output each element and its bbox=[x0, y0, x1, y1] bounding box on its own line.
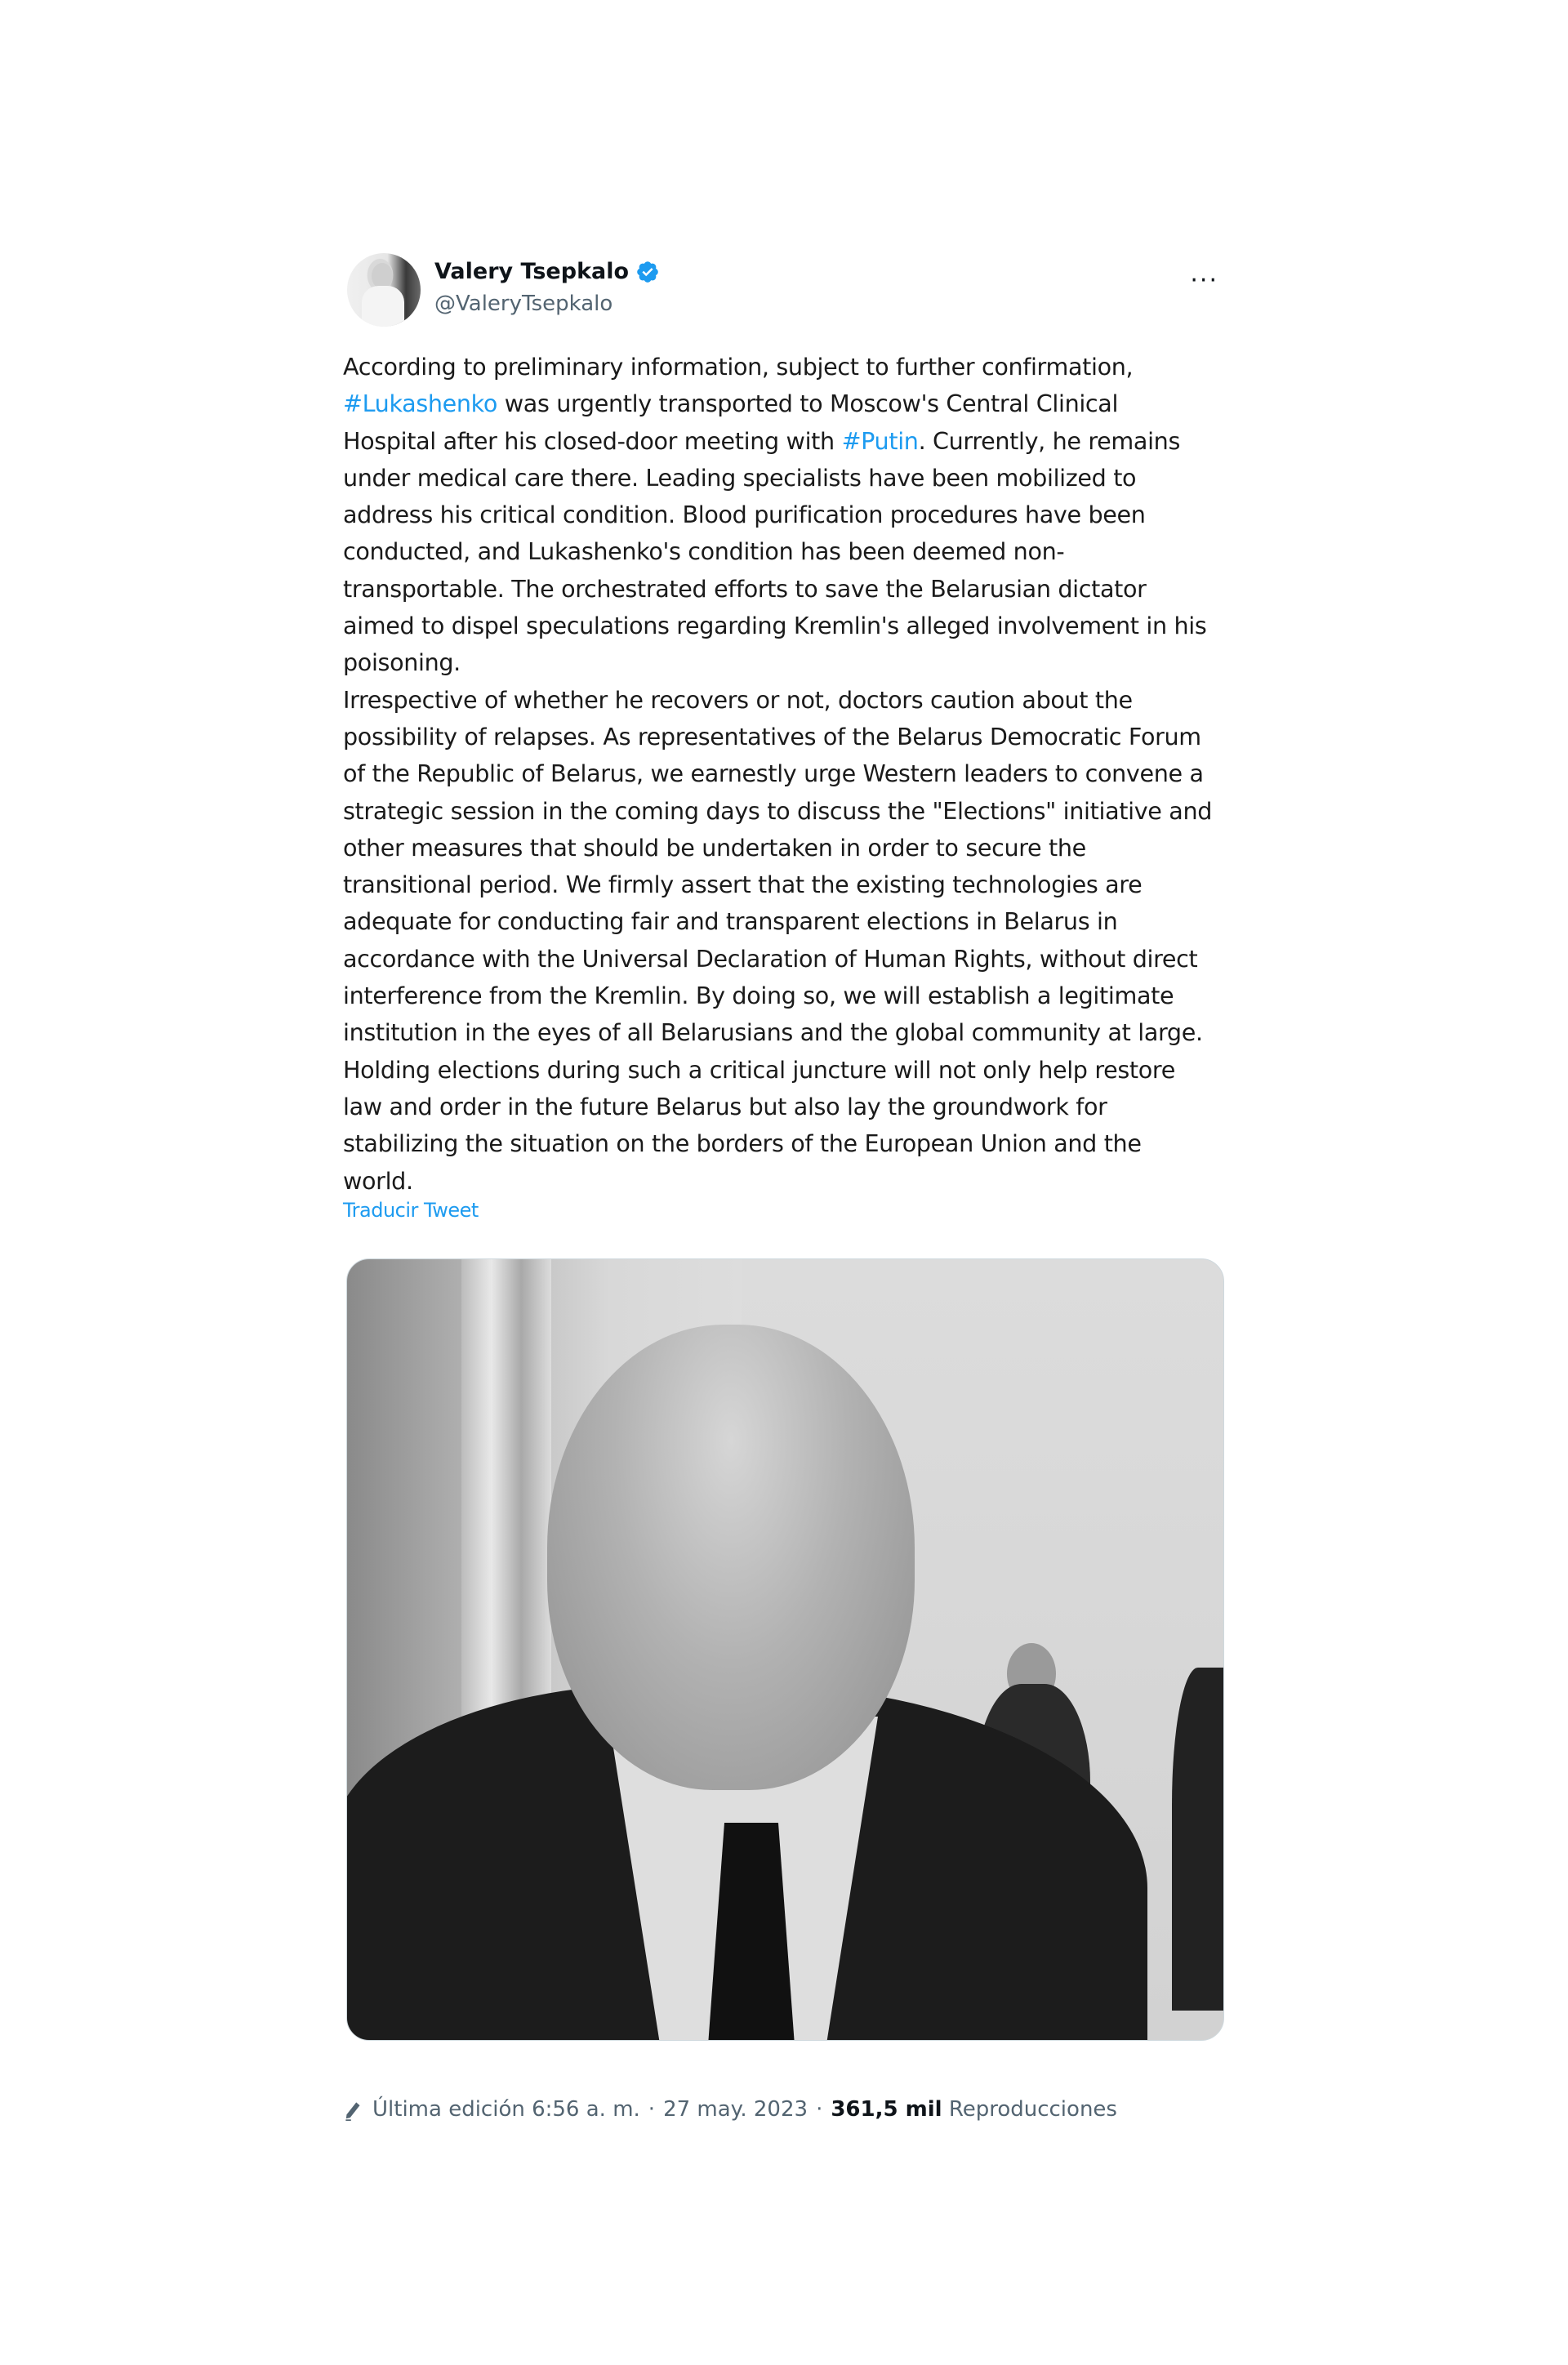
tweet-text-segment: aimed to dispel speculations regarding Kremlin's alleged involvement in his bbox=[343, 612, 1207, 640]
views-label: Reproducciones bbox=[948, 2097, 1117, 2122]
tweet-text-segment: interference from the Kremlin. By doing so, we will establish a legitimate bbox=[343, 982, 1174, 1010]
separator: · bbox=[648, 2097, 656, 2122]
tweet-text-line bbox=[343, 608, 1225, 644]
tweet-text-line bbox=[343, 423, 1225, 460]
tweet-text-line bbox=[343, 830, 1225, 866]
verified-badge-icon bbox=[635, 260, 660, 284]
translate-tweet-link[interactable]: Traducir Tweet bbox=[343, 1199, 479, 1222]
tweet-text-line bbox=[343, 903, 1225, 940]
tweet-text-line bbox=[343, 533, 1225, 570]
tweet-text-line bbox=[343, 497, 1225, 533]
tweet-text-line bbox=[343, 385, 1225, 422]
tweet-text-line bbox=[343, 349, 1225, 385]
tweet-text-line bbox=[343, 866, 1225, 903]
tweet-text-line bbox=[343, 1163, 1225, 1200]
tweet-text-line bbox=[343, 571, 1225, 608]
author-handle[interactable]: @ValeryTsepkalo bbox=[434, 292, 613, 316]
avatar-body-shape bbox=[362, 286, 404, 327]
tweet-text-segment: . Currently, he remains bbox=[918, 426, 1180, 455]
author-display-name[interactable]: Valery Tsepkalo bbox=[434, 259, 630, 284]
avatar[interactable] bbox=[347, 253, 421, 327]
edit-pencil-icon bbox=[343, 2097, 364, 2122]
tweet-text-segment: stabilizing the situation on the borders of the European Union and the bbox=[343, 1129, 1142, 1158]
tweet-text-segment: accordance with the Universal Declaration of Human Rights, without direct bbox=[343, 944, 1198, 973]
tweet-text-segment: transitional period. We firmly assert that the existing technologies are bbox=[343, 871, 1143, 899]
tweet-text-line bbox=[343, 978, 1225, 1014]
more-options-icon[interactable]: ··· bbox=[1190, 266, 1218, 295]
tweet-text-segment: conducted, and Lukashenko's condition has been deemed non- bbox=[343, 537, 1065, 566]
tweet-text-segment: possibility of relapses. As representatives of the Belarus Democratic Forum bbox=[343, 722, 1201, 750]
tweet-text-segment: address his critical condition. Blood purification procedures have been bbox=[343, 501, 1146, 529]
separator: · bbox=[816, 2097, 823, 2122]
tweet-text-segment: of the Republic of Belarus, we earnestly urge Western leaders to convene a bbox=[343, 759, 1204, 788]
tweet-text bbox=[343, 349, 1225, 1200]
tweet-text-line bbox=[343, 941, 1225, 978]
tweet-date[interactable]: 27 may. 2023 bbox=[663, 2097, 808, 2122]
tweet-text-line bbox=[343, 1014, 1225, 1051]
tweet-text-line bbox=[343, 644, 1225, 681]
tweet-text-segment: law and order in the future Belarus but also lay the groundwork for bbox=[343, 1092, 1107, 1120]
tweet-text-segment: under medical care there. Leading specialists have been mobilized to bbox=[343, 463, 1137, 492]
tweet-text-line bbox=[343, 460, 1225, 497]
tweet-text-segment: Irrespective of whether he recovers or not, doctors caution about the bbox=[343, 685, 1133, 714]
tweet-text-line bbox=[343, 755, 1225, 792]
tweet-text-segment: strategic session in the coming days to discuss the "Elections" initiative and bbox=[343, 796, 1213, 825]
tweet-text-line bbox=[343, 1089, 1225, 1125]
tweet-text-line bbox=[343, 793, 1225, 830]
tweet-text-segment: was urgently transported to Moscow's Central Clinical bbox=[497, 390, 1119, 418]
views-count: 361,5 mil bbox=[831, 2097, 942, 2122]
tweet-footer bbox=[343, 2097, 1117, 2122]
author-display-name-row[interactable] bbox=[434, 258, 660, 286]
tweet-text-segment: poisoning. bbox=[343, 648, 461, 677]
tweet-text-segment: world. bbox=[343, 1166, 413, 1195]
hashtag-link[interactable]: #Putin bbox=[841, 426, 919, 455]
last-edited-label[interactable]: Última edición 6:56 a. m. bbox=[372, 2097, 640, 2122]
tweet-text-segment: According to preliminary information, subject to further confirmation, bbox=[343, 353, 1134, 381]
tweet-text-line bbox=[343, 719, 1225, 755]
tweet-text-segment: Holding elections during such a critical juncture will not only help restore bbox=[343, 1055, 1175, 1084]
tweet-text-line bbox=[343, 682, 1225, 719]
tweet-media-image[interactable] bbox=[346, 1258, 1224, 2041]
tweet-text-segment: institution in the eyes of all Belarusians and the global community at large. bbox=[343, 1018, 1203, 1047]
tweet-header bbox=[343, 253, 1225, 331]
tweet-text-segment: adequate for conducting fair and transparent elections in Belarus in bbox=[343, 907, 1118, 936]
tweet-text-line bbox=[343, 1052, 1225, 1089]
media-subject-head bbox=[547, 1325, 915, 1790]
author-names bbox=[434, 258, 660, 318]
media-background-person-edge bbox=[1172, 1668, 1224, 2011]
tweet-text-segment: transportable. The orchestrated efforts to save the Belarusian dictator bbox=[343, 574, 1147, 603]
tweet-text-line bbox=[343, 1125, 1225, 1162]
tweet-text-segment: Hospital after his closed-door meeting with bbox=[343, 426, 842, 455]
hashtag-link[interactable]: #Lukashenko bbox=[343, 390, 498, 418]
tweet-text-segment: other measures that should be undertaken in order to secure the bbox=[343, 833, 1086, 862]
